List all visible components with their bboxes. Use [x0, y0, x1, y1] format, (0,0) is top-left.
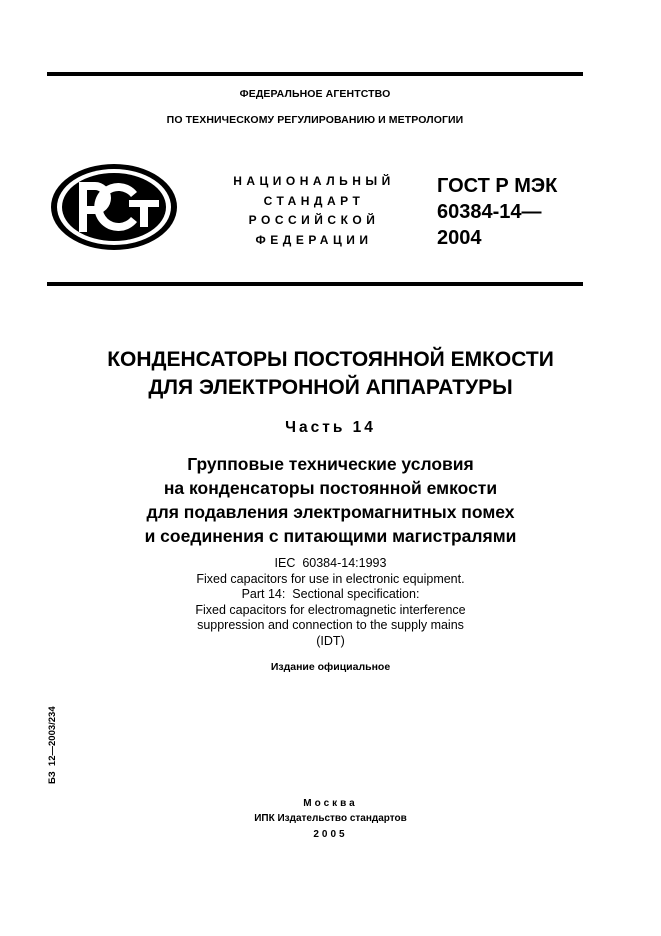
iec-line: Fixed capacitors for use in electronic equipment. [196, 571, 465, 586]
subtitle-line: на конденсаторы постоянной емкости [163, 478, 498, 498]
footer-year: 2005 [313, 829, 348, 840]
footer-publisher: ИПК Издательство стандартов [254, 813, 407, 824]
designation-line: 60384-14— [437, 201, 542, 223]
subtitle-line: Групповые технические условия [187, 454, 474, 474]
title-line: ДЛЯ ЭЛЕКТРОННОЙ АППАРАТУРЫ [148, 376, 513, 399]
subtitle-line: и соединения с питающими магистралями [144, 526, 517, 546]
iec-line: Fixed capacitors for electromagnetic interference [195, 602, 466, 617]
iec-line: (IDT) [316, 633, 345, 648]
national-standard-line: РОССИЙСКОЙ [248, 213, 380, 227]
subtitle-line: для подавления электромагнитных помех [146, 502, 515, 522]
edition-label: Издание официальное [270, 661, 391, 673]
document-subtitle [0, 452, 661, 548]
national-standard-line: НАЦИОНАЛЬНЫЙ [233, 174, 395, 188]
iec-line: IEC 60384-14:1993 [274, 556, 387, 570]
national-standard-label [190, 172, 438, 250]
rst-logo-icon [49, 162, 179, 252]
standard-designation [437, 173, 587, 251]
iec-line: suppression and connection to the supply mains [197, 618, 464, 633]
iec-reference [0, 556, 661, 650]
side-code: БЗ 12—2003/234 [47, 706, 58, 784]
agency-name-line2: ПО ТЕХНИЧЕСКОМУ РЕГУЛИРОВАНИЮ И МЕТРОЛОГИИ [166, 114, 464, 126]
document-title [0, 346, 661, 402]
designation-line: 2004 [437, 227, 482, 249]
designation-line: ГОСТ Р МЭК [437, 175, 558, 197]
middle-rule [47, 282, 583, 286]
title-line: КОНДЕНСАТОРЫ ПОСТОЯННОЙ ЕМКОСТИ [107, 348, 554, 371]
agency-name-line1: ФЕДЕРАЛЬНОЕ АГЕНТСТВО [239, 88, 391, 100]
top-rule [47, 72, 583, 76]
national-standard-line: ФЕДЕРАЦИИ [255, 232, 373, 247]
national-standard-line: СТАНДАРТ [263, 193, 365, 208]
part-number: Часть 14 [285, 419, 376, 436]
footer-city: Москва [303, 798, 358, 809]
iec-line: Part 14: Sectional specification: [241, 587, 420, 602]
